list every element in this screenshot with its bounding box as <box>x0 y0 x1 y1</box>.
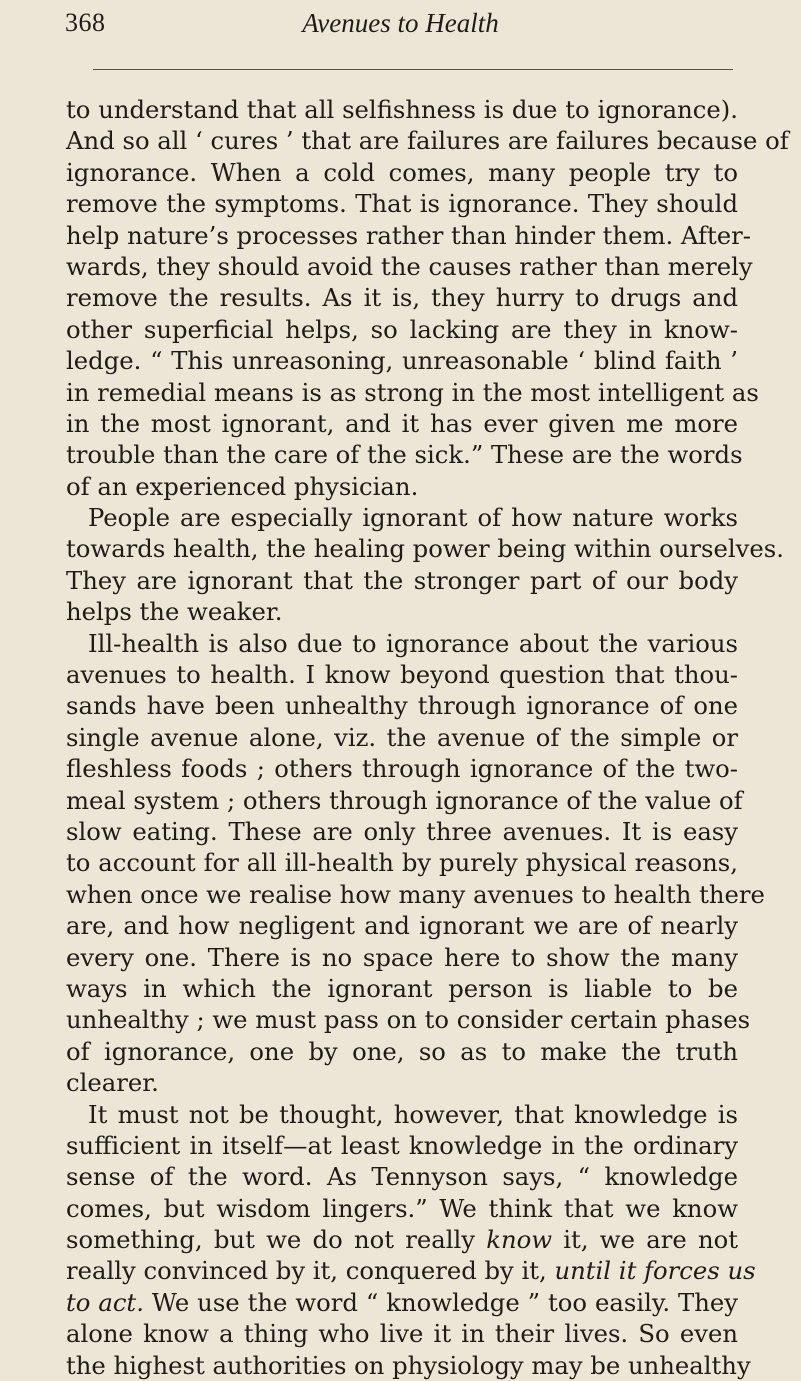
text-segment: avenues to health. I know beyond question that thou- <box>66 660 738 690</box>
text-line <box>66 816 738 847</box>
text-line <box>66 533 784 564</box>
text-line <box>66 973 738 1004</box>
text-line <box>66 847 738 878</box>
text-segment: remove the symptoms. That is ignorance. They should <box>66 189 738 219</box>
text-segment: other superficial helps, so lacking are they in know- <box>66 314 738 344</box>
text-line <box>66 1193 738 1224</box>
text-segment: sufficient in itself—at least knowledge in the ordinary <box>66 1130 738 1160</box>
text-line <box>66 659 738 690</box>
text-line <box>66 471 738 502</box>
text-segment: comes, but wisdom lingers.” We think that we know <box>66 1193 738 1223</box>
text-segment: every one. There is no space here to show the many <box>66 942 738 972</box>
text-segment: ledge. “ This unreasoning, unreasonable ‘ blind faith ’ <box>66 346 738 376</box>
italic-text: know <box>486 1225 553 1255</box>
text-segment: of ignorance, one by one, so as to make the truth <box>66 1036 738 1066</box>
text-line <box>66 314 738 345</box>
text-segment: wards, they should avoid the causes rather than merely <box>66 251 753 281</box>
text-line <box>66 220 752 251</box>
text-line <box>66 1255 756 1286</box>
text-line <box>66 157 738 188</box>
text-segment: in remedial means is as strong in the most intelligent as <box>66 377 759 407</box>
text-segment: of an experienced physician. <box>66 471 419 501</box>
text-line <box>66 1287 738 1318</box>
text-line <box>66 1350 751 1381</box>
text-line <box>66 879 765 910</box>
text-segment: something, but we do not really <box>66 1225 487 1255</box>
text-segment: are, and how negligent and ignorant we are of nearly <box>66 911 738 941</box>
text-segment: ways in which the ignorant person is liable to be <box>66 973 738 1003</box>
text-line <box>66 188 738 219</box>
text-segment: sense of the word. As Tennyson says, “ knowledge <box>66 1162 738 1192</box>
text-line <box>66 502 738 533</box>
running-title: Avenues to Health <box>302 8 499 38</box>
text-segment: clearer. <box>66 1068 159 1098</box>
text-segment: People are especially ignorant of how nature works <box>88 503 738 533</box>
text-line <box>66 1318 738 1349</box>
text-segment: single avenue alone, viz. the avenue of the simple or <box>66 722 738 752</box>
text-line <box>66 1130 738 1161</box>
running-head <box>0 6 801 44</box>
text-line <box>66 942 738 973</box>
text-line <box>66 282 738 313</box>
text-segment: Ill-health is also due to ignorance about the various <box>88 628 738 658</box>
text-line <box>66 1067 738 1098</box>
text-segment: We use the word “ knowledge ” too easily. They <box>143 1287 738 1317</box>
text-segment: sands have been unhealthy through ignorance of one <box>66 691 738 721</box>
text-segment: alone know a thing who live it in their lives. So even <box>66 1319 738 1349</box>
text-line <box>66 690 738 721</box>
italic-text: to act. <box>66 1287 144 1317</box>
text-segment: to account for all ill-health by purely physical reasons, <box>66 848 738 878</box>
text-segment: the highest authorities on physiology may be unhealthy <box>66 1350 751 1380</box>
text-line <box>66 628 738 659</box>
text-line <box>66 596 738 627</box>
text-segment: meal system ; others through ignorance of the value of <box>66 785 743 815</box>
text-segment: fleshless foods ; others through ignorance of the two- <box>66 754 738 784</box>
text-segment: helps the weaker. <box>66 597 283 627</box>
text-line <box>66 1036 738 1067</box>
text-segment: remove the results. As it is, they hurry to drugs and <box>66 283 738 313</box>
text-line <box>66 785 743 816</box>
text-segment: to understand that all selfishness is due to ignorance). <box>66 95 738 124</box>
text-line <box>66 565 738 596</box>
text-segment: unhealthy ; we must pass on to consider certain phases <box>66 1005 751 1035</box>
body-text <box>66 94 789 1381</box>
text-line <box>66 1161 738 1192</box>
text-line <box>66 722 738 753</box>
italic-text: until it forces us <box>554 1256 756 1286</box>
text-segment: ignorance. When a cold comes, many people try to <box>66 157 738 187</box>
text-line <box>66 251 753 282</box>
text-line <box>66 910 738 941</box>
text-segment: slow eating. These are only three avenues. It is easy <box>66 816 738 846</box>
text-line <box>66 94 738 125</box>
header-rule <box>93 69 733 70</box>
text-segment: It must not be thought, however, that knowledge is <box>88 1099 738 1129</box>
text-segment: really convinced by it, conquered by it, <box>66 1256 555 1286</box>
text-segment: They are ignorant that the stronger part of our body <box>66 565 738 595</box>
text-line <box>66 1004 751 1035</box>
text-line <box>66 753 738 784</box>
text-segment: And so all ‘ cures ’ that are failures are failures because of <box>66 126 789 156</box>
text-line <box>66 377 759 408</box>
text-segment: towards health, the healing power being within ourselves. <box>66 534 784 564</box>
text-segment: when once we realise how many avenues to health there <box>66 879 765 909</box>
text-line <box>66 408 738 439</box>
text-line <box>66 439 743 470</box>
text-line <box>66 1099 738 1130</box>
text-line <box>66 345 738 376</box>
text-segment: it, we are not <box>552 1225 738 1255</box>
text-segment: trouble than the care of the sick.” These are the words <box>66 440 743 470</box>
text-line <box>66 125 789 156</box>
text-segment: in the most ignorant, and it has ever given me more <box>66 408 738 438</box>
text-segment: help nature’s processes rather than hinder them. After- <box>66 220 752 250</box>
page-number: 368 <box>65 8 106 37</box>
text-line <box>66 1224 738 1255</box>
